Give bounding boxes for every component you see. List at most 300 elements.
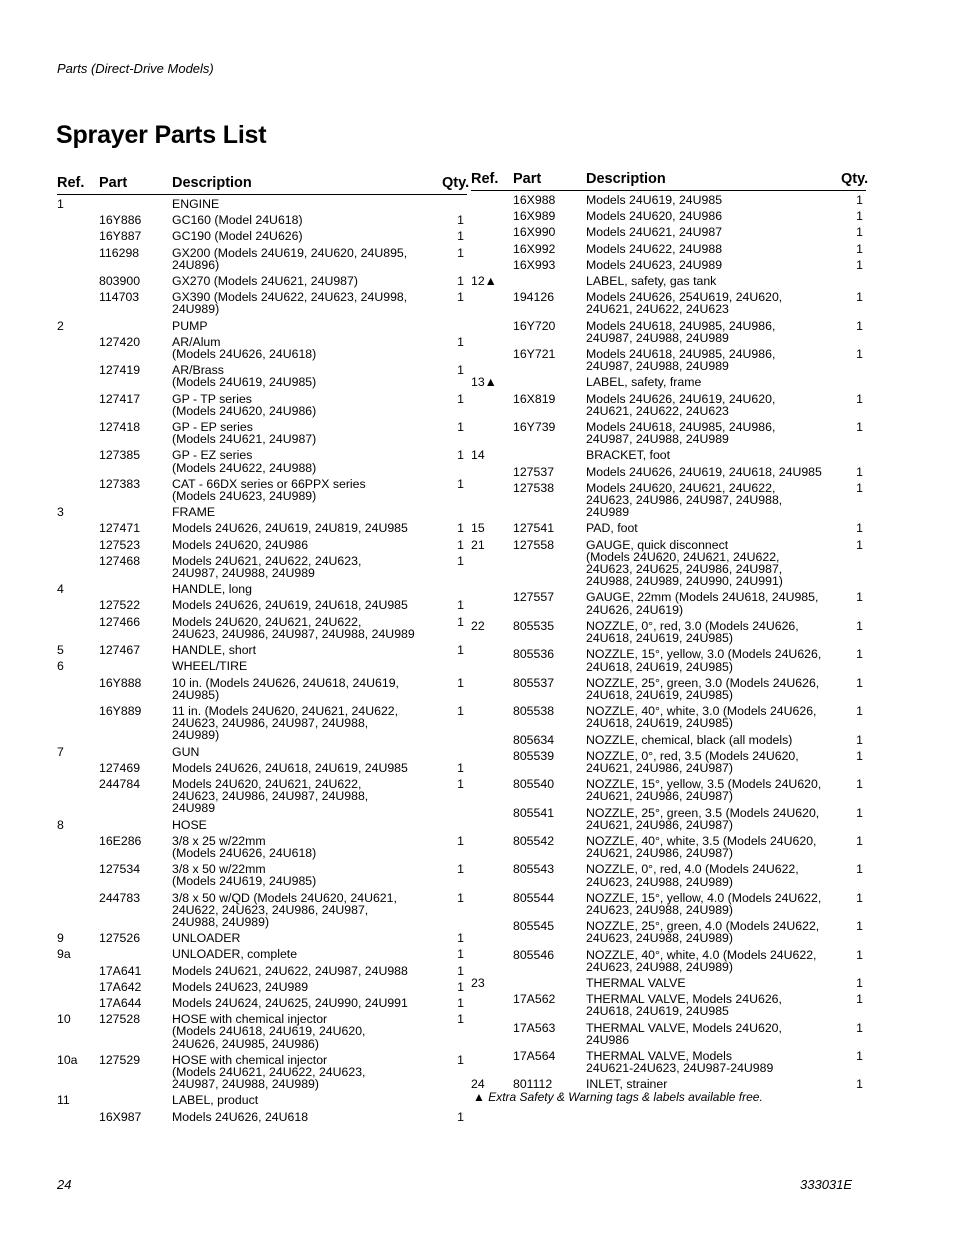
running-header: Parts (Direct-Drive Models) <box>57 61 214 76</box>
table-row <box>471 890 866 918</box>
table-row <box>57 289 467 317</box>
table-header <box>57 171 470 195</box>
description-cell: NOZZLE, 25°, green, 3.0 (Models 24U626, 24U618, 24U619, 24U985) <box>586 675 820 702</box>
table-row <box>471 224 866 240</box>
ref-cell <box>57 421 99 445</box>
description-cell: Models 24U626, 24U619, 24U819, 24U985 <box>172 521 408 536</box>
description-cell: NOZZLE, 0°, red, 4.0 (Models 24U622, 24U623, 24U988, 24U989) <box>586 862 799 889</box>
ref-cell <box>57 478 99 502</box>
table-row <box>57 1052 467 1093</box>
ref-cell <box>57 539 99 551</box>
qty-cell: 1 <box>457 537 464 552</box>
part-number-cell: 244783 <box>99 890 141 905</box>
qty-cell: 1 <box>856 618 863 633</box>
document-number: 333031E <box>800 1177 853 1192</box>
description-cell: INLET, strainer <box>586 1077 668 1092</box>
ref-cell <box>471 892 513 916</box>
column-header-qty: Qty. <box>841 171 869 187</box>
part-number-cell: 127529 <box>99 1052 141 1067</box>
part-number-cell: 194126 <box>513 290 555 305</box>
qty-cell: 1 <box>856 919 863 934</box>
description-cell: GP - TP series (Models 24U620, 24U986) <box>172 391 317 418</box>
table-row <box>471 646 866 674</box>
table-row <box>57 614 467 642</box>
ref-cell: 8 <box>57 817 64 832</box>
description-cell: Models 24U626, 24U619, 24U618, 24U985 <box>586 464 822 479</box>
ref-cell <box>57 863 99 887</box>
qty-cell: 1 <box>457 947 464 962</box>
description-cell: AR/Brass (Models 24U619, 24U985) <box>172 363 317 390</box>
ref-cell <box>471 243 513 255</box>
part-number-cell: 127528 <box>99 1012 141 1027</box>
part-number-cell: 127420 <box>99 334 141 349</box>
ref-cell: 13▲ <box>471 375 497 390</box>
ref-cell <box>471 393 513 417</box>
qty-cell: 1 <box>856 805 863 820</box>
ref-cell <box>57 393 99 417</box>
table-row <box>471 346 866 374</box>
table-row <box>57 760 467 776</box>
qty-cell: 1 <box>457 675 464 690</box>
ref-cell <box>471 226 513 238</box>
qty-cell: 1 <box>457 963 464 978</box>
description-cell: BRACKET, foot <box>586 448 671 463</box>
description-cell: Models 24U623, 24U989 <box>172 979 309 994</box>
qty-cell: 1 <box>457 995 464 1010</box>
qty-cell: 1 <box>856 480 863 495</box>
qty-cell: 1 <box>856 947 863 962</box>
table-row <box>471 257 866 273</box>
qty-cell: 1 <box>457 334 464 349</box>
qty-cell: 1 <box>856 748 863 763</box>
qty-cell: 1 <box>457 703 464 718</box>
table-row <box>57 995 467 1011</box>
table-row <box>471 1048 866 1076</box>
description-cell: GP - EP series (Models 24U621, 24U987) <box>172 420 317 447</box>
ref-cell <box>471 320 513 344</box>
part-number-cell: 16Y886 <box>99 213 142 228</box>
description-cell: Models 24U621, 24U622, 24U987, 24U988 <box>172 963 408 978</box>
qty-cell: 1 <box>457 1012 464 1027</box>
description-cell: NOZZLE, 15°, yellow, 4.0 (Models 24U622, 24U623, 24U988, 24U989) <box>586 890 822 917</box>
ref-cell <box>471 949 513 973</box>
ref-cell <box>471 993 513 1017</box>
part-number-cell: 127557 <box>513 590 555 605</box>
description-cell: AR/Alum (Models 24U626, 24U618) <box>172 334 317 362</box>
ref-cell <box>471 482 513 519</box>
part-number-cell: 803900 <box>99 274 141 289</box>
column-header-ref: Ref. <box>57 175 85 191</box>
qty-cell: 1 <box>856 347 863 362</box>
part-number-cell: 805537 <box>513 675 555 690</box>
table-row <box>471 447 866 463</box>
description-cell: Models 24U620, 24U621, 24U622, 24U623, 24U986, 24U987, 24U988, 24U989 <box>586 480 783 520</box>
table-row <box>57 419 467 447</box>
part-number-cell <box>99 506 172 518</box>
part-number-cell: 16X819 <box>513 391 556 406</box>
table-row <box>471 318 866 346</box>
description-cell: Models 24U620, 24U621, 24U622, 24U623, 24U986, 24U987, 24U988, 24U989 <box>172 776 369 816</box>
description-cell: Models 24U618, 24U985, 24U986, 24U987, 24U988, 24U989 <box>586 347 776 374</box>
table-row <box>57 228 467 244</box>
ref-cell: 14 <box>471 448 485 463</box>
qty-cell: 1 <box>856 420 863 435</box>
part-number-cell: 16X988 <box>513 193 556 207</box>
ref-cell <box>471 807 513 831</box>
part-number-cell <box>99 1094 172 1106</box>
part-number-cell <box>513 376 586 388</box>
description-cell: HOSE with chemical injector (Models 24U618, 24U619, 24U620, 24U626, 24U985, 24U986) <box>172 1012 366 1051</box>
part-number-cell: 127468 <box>99 553 141 568</box>
table-row <box>471 861 866 889</box>
qty-cell: 1 <box>856 590 863 605</box>
ref-cell <box>471 835 513 859</box>
part-number-cell <box>513 977 586 989</box>
part-number-cell: 16X990 <box>513 225 556 240</box>
table-row <box>471 480 866 521</box>
part-number-cell <box>99 746 172 758</box>
description-cell: GX200 (Models 24U619, 24U620, 24U895, 24U896) <box>172 245 408 272</box>
description-cell: 10 in. (Models 24U626, 24U618, 24U619, 24U985) <box>172 675 399 702</box>
ref-cell: 7 <box>57 744 64 759</box>
table-row <box>57 642 467 658</box>
description-cell: Models 24U626, 254U619, 24U620, 24U621, 24U622, 24U623 <box>586 290 783 317</box>
ref-cell: 10a <box>57 1052 78 1067</box>
page-title: Sprayer Parts List <box>56 121 267 149</box>
description-cell: GP - EZ series (Models 24U622, 24U988) <box>172 448 317 475</box>
parts-table-right <box>471 167 869 1093</box>
part-number-cell: 127541 <box>513 521 555 536</box>
table-row <box>57 537 467 553</box>
table-row <box>57 744 467 760</box>
part-number-cell: 127385 <box>99 448 141 463</box>
qty-cell: 1 <box>457 890 464 905</box>
description-cell: Models 24U626, 24U618 <box>172 1109 309 1124</box>
qty-cell <box>442 1094 467 1106</box>
part-number-cell <box>99 198 172 210</box>
part-number-cell <box>99 948 172 960</box>
description-cell: Models 24U620, 24U621, 24U622, 24U623, 24U986, 24U987, 24U988, 24U989 <box>172 614 415 641</box>
description-cell: NOZZLE, 25°, green, 4.0 (Models 24U622, 24U623, 24U988, 24U989) <box>586 919 820 946</box>
table-row <box>57 817 467 833</box>
part-number-cell: 805544 <box>513 890 555 905</box>
table-row <box>57 334 467 362</box>
qty-cell <box>442 583 467 595</box>
table-row <box>471 975 866 991</box>
description-cell: UNLOADER, complete <box>172 947 298 962</box>
table-row <box>57 273 467 289</box>
qty-cell: 1 <box>457 391 464 406</box>
qty-cell: 1 <box>457 833 464 848</box>
table-row <box>471 241 866 257</box>
part-number-cell: 127471 <box>99 521 141 536</box>
table-row <box>471 618 866 646</box>
part-number-cell: 116298 <box>99 245 140 260</box>
table-row <box>57 979 467 995</box>
table-row <box>471 537 866 590</box>
ref-cell <box>471 259 513 271</box>
table-row <box>57 212 467 228</box>
description-cell: UNLOADER <box>172 931 241 946</box>
table-row <box>57 658 467 674</box>
part-number-cell: 16Y721 <box>513 347 556 362</box>
qty-cell: 1 <box>856 777 863 792</box>
ref-cell <box>57 997 99 1009</box>
qty-cell <box>442 746 467 758</box>
table-row <box>57 447 467 475</box>
table-row <box>57 703 467 744</box>
part-number-cell: 805634 <box>513 732 555 747</box>
part-number-cell: 127523 <box>99 537 141 552</box>
description-cell: Models 24U618, 24U985, 24U986, 24U987, 24U988, 24U989 <box>586 318 776 345</box>
table-row <box>471 675 866 703</box>
description-cell: 3/8 x 50 w/QD (Models 24U620, 24U621, 24U622, 24U623, 24U986, 24U987, 24U988, 24U989) <box>172 890 397 929</box>
description-cell: Models 24U626, 24U619, 24U620, 24U621, 24U622, 24U623 <box>586 391 776 418</box>
description-cell: Models 24U626, 24U619, 24U618, 24U985 <box>172 598 408 613</box>
description-cell: Models 24U624, 24U625, 24U990, 24U991 <box>172 995 408 1010</box>
description-cell: GX390 (Models 24U622, 24U623, 24U998, 24U989) <box>172 290 408 317</box>
part-number-cell: 127417 <box>99 391 141 406</box>
table-row <box>57 930 467 946</box>
table-row <box>471 833 866 861</box>
qty-cell <box>841 376 866 388</box>
table-row <box>471 1020 866 1048</box>
qty-cell: 1 <box>856 225 863 240</box>
qty-cell: 1 <box>856 890 863 905</box>
part-number-cell <box>513 449 586 461</box>
qty-cell: 1 <box>457 290 464 305</box>
part-number-cell: 805538 <box>513 704 555 719</box>
qty-cell: 1 <box>856 732 863 747</box>
qty-cell: 1 <box>457 476 464 491</box>
table-row <box>57 776 467 817</box>
ref-cell <box>471 863 513 887</box>
table-row <box>471 192 866 208</box>
part-number-cell: 17A564 <box>513 1048 556 1063</box>
qty-cell <box>442 819 467 831</box>
qty-cell: 1 <box>856 675 863 690</box>
description-cell: GAUGE, quick disconnect (Models 24U620, 24U621, 24U622, 24U623, 24U625, 24U986, 24U987, 24U988, 24U989, 24U990, 24U991) <box>586 537 783 589</box>
part-number-cell: 127534 <box>99 862 141 877</box>
part-number-cell: 17A644 <box>99 995 142 1010</box>
description-cell: Models 24U618, 24U985, 24U986, 24U987, 24U988, 24U989 <box>586 420 776 447</box>
table-row <box>57 946 467 962</box>
description-cell: GUN <box>172 744 200 759</box>
qty-cell: 1 <box>457 931 464 946</box>
qty-cell: 1 <box>457 229 464 244</box>
table-row <box>57 581 467 597</box>
description-cell: HANDLE, short <box>172 643 257 658</box>
table-row <box>471 374 866 390</box>
ref-cell <box>471 920 513 944</box>
qty-cell: 1 <box>457 760 464 775</box>
table-body <box>57 196 467 1125</box>
column-header-part: Part <box>513 171 542 187</box>
part-number-cell <box>99 583 172 595</box>
qty-cell <box>442 198 467 210</box>
part-number-cell: 805536 <box>513 647 555 662</box>
part-number-cell: 127522 <box>99 598 141 613</box>
qty-cell: 1 <box>457 553 464 568</box>
ref-cell <box>57 892 99 929</box>
ref-cell: 10 <box>57 1012 71 1027</box>
description-cell: FRAME <box>172 505 216 520</box>
ref-cell: 2 <box>57 318 64 333</box>
ref-cell <box>471 1050 513 1074</box>
table-row <box>57 675 467 703</box>
qty-cell: 1 <box>856 1077 863 1092</box>
part-number-cell: 127537 <box>513 464 555 479</box>
parts-table-left <box>57 171 470 1125</box>
description-cell: NOZZLE, 25°, green, 3.5 (Models 24U620, 24U621, 24U986, 24U987) <box>586 805 820 832</box>
ref-cell <box>57 705 99 742</box>
ref-cell <box>471 750 513 774</box>
description-cell: 3/8 x 50 w/22mm (Models 24U619, 24U985) <box>172 862 317 889</box>
part-number-cell: 805546 <box>513 947 555 962</box>
qty-cell: 1 <box>856 1048 863 1063</box>
column-header-description: Description <box>172 175 252 191</box>
description-cell: HOSE with chemical injector (Models 24U621, 24U622, 24U623, 24U987, 24U988, 24U989) <box>172 1052 366 1092</box>
description-cell: NOZZLE, 40°, white, 4.0 (Models 24U622, 24U623, 24U988, 24U989) <box>586 947 817 974</box>
qty-cell: 1 <box>856 209 863 224</box>
description-cell: Models 24U621, 24U987 <box>586 225 723 240</box>
table-row <box>57 1109 467 1125</box>
table-row <box>57 318 467 334</box>
table-row <box>57 520 467 536</box>
part-number-cell: 244784 <box>99 776 141 791</box>
part-number-cell: 805535 <box>513 618 555 633</box>
qty-cell <box>841 275 866 287</box>
column-header-qty: Qty. <box>442 175 470 191</box>
part-number-cell: 16X992 <box>513 241 556 256</box>
table-row <box>57 196 467 212</box>
ref-cell: 5 <box>57 643 64 658</box>
part-number-cell: 127558 <box>513 537 555 552</box>
part-number-cell: 805539 <box>513 748 555 763</box>
table-row <box>471 208 866 224</box>
qty-cell: 1 <box>856 318 863 333</box>
ref-cell <box>471 1022 513 1046</box>
ref-cell <box>471 734 513 746</box>
description-cell: Models 24U620, 24U986 <box>586 209 723 224</box>
description-cell: Models 24U619, 24U985 <box>586 193 723 207</box>
table-row <box>57 833 467 861</box>
ref-cell <box>57 677 99 701</box>
table-row <box>57 245 467 273</box>
qty-cell: 1 <box>457 979 464 994</box>
ref-cell: 9 <box>57 931 64 946</box>
description-cell: GX270 (Models 24U621, 24U987) <box>172 274 358 289</box>
qty-cell: 1 <box>856 647 863 662</box>
qty-cell <box>442 506 467 518</box>
part-number-cell: 16Y887 <box>99 229 142 244</box>
part-number-cell: 127538 <box>513 480 555 495</box>
ref-cell <box>57 247 99 271</box>
part-number-cell: 16Y739 <box>513 420 556 435</box>
ref-cell <box>471 421 513 445</box>
ref-cell <box>57 616 99 640</box>
qty-cell: 1 <box>856 862 863 877</box>
ref-cell: 9a <box>57 947 71 962</box>
description-cell: THERMAL VALVE <box>586 975 686 990</box>
table-row <box>471 947 866 975</box>
qty-cell: 1 <box>457 363 464 378</box>
description-cell: 11 in. (Models 24U620, 24U621, 24U622, 24U623, 24U986, 24U987, 24U988, 24U989) <box>172 703 399 743</box>
ref-cell <box>57 599 99 611</box>
qty-cell: 1 <box>856 464 863 479</box>
qty-cell: 1 <box>856 257 863 272</box>
qty-cell: 1 <box>457 274 464 289</box>
ref-cell <box>57 965 99 977</box>
part-number-cell: 17A641 <box>99 963 142 978</box>
qty-cell: 1 <box>856 521 863 536</box>
ref-cell <box>471 348 513 372</box>
ref-cell <box>471 466 513 478</box>
qty-cell <box>841 449 866 461</box>
description-cell: HANDLE, long <box>172 582 252 597</box>
ref-cell <box>471 778 513 802</box>
ref-cell: 12▲ <box>471 274 497 289</box>
qty-cell <box>442 320 467 332</box>
table-row <box>471 273 866 289</box>
table-row <box>57 476 467 504</box>
part-number-cell: 127526 <box>99 931 141 946</box>
description-cell: LABEL, product <box>172 1093 259 1108</box>
description-cell: GC190 (Model 24U626) <box>172 229 303 244</box>
part-number-cell: 114703 <box>99 290 140 305</box>
description-cell: NOZZLE, 0°, red, 3.0 (Models 24U626, 24U618, 24U619, 24U985) <box>586 618 799 646</box>
part-number-cell: 16Y888 <box>99 675 142 690</box>
ref-cell: 4 <box>57 582 64 597</box>
description-cell: HOSE <box>172 817 207 832</box>
part-number-cell: 127467 <box>99 643 141 658</box>
page-number: 24 <box>57 1177 72 1192</box>
ref-cell <box>471 677 513 701</box>
qty-cell: 1 <box>457 614 464 629</box>
qty-cell <box>442 660 467 672</box>
qty-cell: 1 <box>856 992 863 1007</box>
ref-cell: 23 <box>471 975 485 990</box>
table-row <box>471 520 866 536</box>
ref-cell: 1 <box>57 197 64 211</box>
column-header-part: Part <box>99 175 128 191</box>
description-cell: NOZZLE, 40°, white, 3.5 (Models 24U620, 24U621, 24U986, 24U987) <box>586 833 817 861</box>
description-cell: Models 24U620, 24U986 <box>172 537 309 552</box>
table-row <box>57 1092 467 1108</box>
description-cell: Models 24U622, 24U988 <box>586 241 723 256</box>
qty-cell: 1 <box>856 391 863 406</box>
description-cell: CAT - 66DX series or 66PPX series (Models 24U623, 24U989) <box>172 476 366 504</box>
table-row <box>57 504 467 520</box>
table-row <box>57 553 467 581</box>
part-number-cell: 805543 <box>513 862 555 877</box>
qty-cell: 1 <box>856 833 863 848</box>
ref-cell: 3 <box>57 505 64 520</box>
ref-cell: 11 <box>57 1093 70 1108</box>
part-number-cell <box>99 819 172 831</box>
ref-cell <box>57 291 99 315</box>
ref-cell: 22 <box>471 618 485 633</box>
qty-cell: 1 <box>856 193 863 207</box>
description-cell: Models 24U623, 24U989 <box>586 257 723 272</box>
ref-cell <box>57 336 99 360</box>
ref-cell <box>471 194 513 206</box>
table-row <box>471 419 866 447</box>
part-number-cell: 16Y889 <box>99 703 142 718</box>
qty-cell: 1 <box>457 213 464 228</box>
part-number-cell <box>513 275 586 287</box>
ref-cell <box>57 835 99 859</box>
